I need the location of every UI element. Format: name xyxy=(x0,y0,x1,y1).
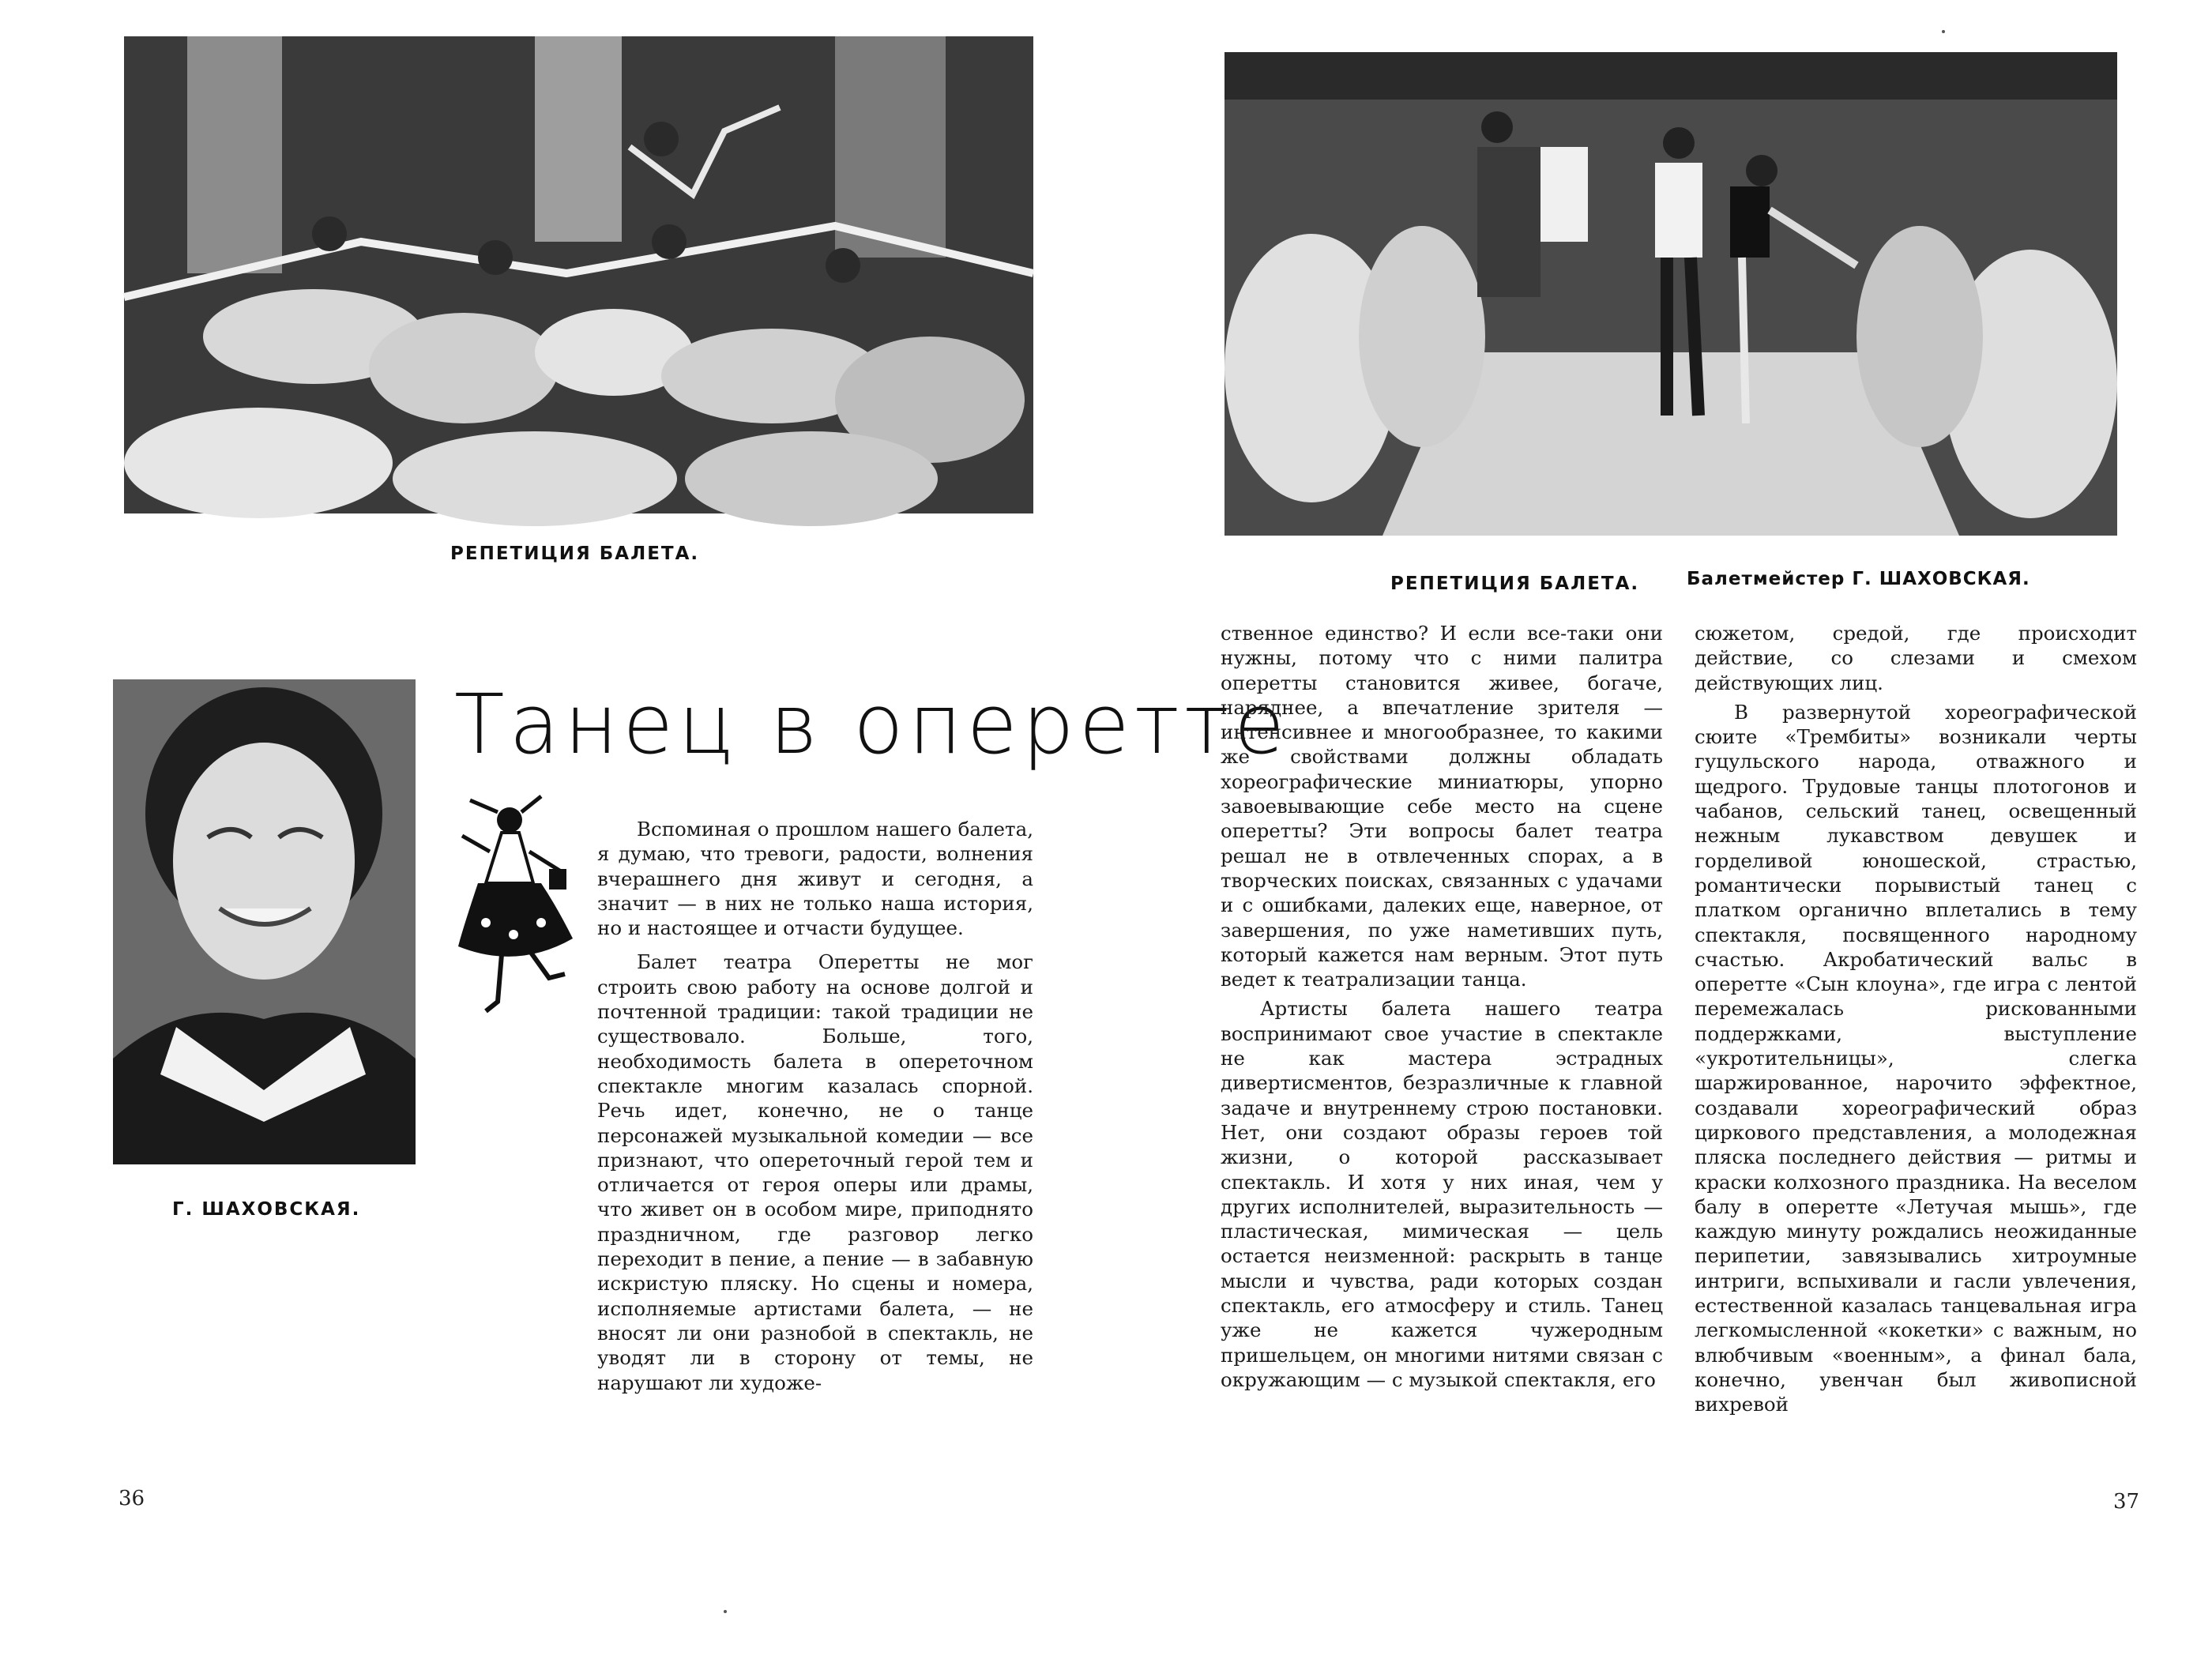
print-speck xyxy=(1942,30,1945,33)
paragraph: Вспоминая о прошлом нашего балета, я думаю, что тревоги, радости, волнения вчерашнего дня живут и сегодня, а значит — в них не только наша история, но и настоящее и отчасти будущее. xyxy=(597,818,1033,940)
paragraph: В развернутой хореографической сюите «Трембиты» возникали черты гуцульского народа, отважного и щедрого. Трудовые танцы плотогонов и чабанов, сельский танец, освещенный нежным лукавством девушек и горделивой юношеской, страстью, романтически порывистый танец с платком органично вплетались в тему спектакля, посвященного народному счастью. Акробатический вальс в оперетте «Сын клоуна», где игра с лентой перемежалась рискованными поддержками, выступление «укротительницы», слегка шаржированное, нарочито эффектное, создавали хореографический образ циркового представления, а молодежная пляска последнего действия — ритмы и краски колхозного праздника. На веселом балу в оперетте «Летучая мышь», где каждую минуту рождались неожиданные перипетии, завязывались хитроумные интриги, вспыхивали и гасли увлечения, естественной казалась танцевальная игра легкомысленной «кокетки» с важным, но влюбчивым «военным», а финал бала, конечно, увенчан был живописной вихревой xyxy=(1695,700,2137,1416)
left-photo-caption: РЕПЕТИЦИЯ БАЛЕТА. xyxy=(450,544,700,564)
article-title xyxy=(454,660,1289,778)
article-title-text: Танец в оперетте xyxy=(454,676,1289,773)
print-speck xyxy=(724,1610,727,1613)
ballet-master-caption: Балетмейстер Г. ШАХОВСКАЯ. xyxy=(1687,569,2030,589)
rehearsal-photo-left xyxy=(124,36,1033,513)
portrait-caption: Г. ШАХОВСКАЯ. xyxy=(172,1199,361,1220)
paragraph: сюжетом, средой, где происходит действие, со слезами и смехом действующих лиц. xyxy=(1695,622,2137,694)
paragraph: ственное единство? И если все-таки они нужны, потому что с ними палитра оперетты становится живее, богаче, наряднее, а впечатление зрителя — интенсивнее и многообразнее, то какими же свойствами должны обладать хореографические миниатюры, упорно завоевывающие себе место на сцене оперетты? Эти вопросы балет театра решал не в отвлеченных спорах, а в творческих поисках, связанных с удачами и с ошибками, далеких еще, наверное, от завершения, по уже наметивших путь, который кажется нам верным. Этот путь ведет к театрализации танца. xyxy=(1221,622,1663,991)
right-photo-caption: РЕПЕТИЦИЯ БАЛЕТА. xyxy=(1390,574,1640,594)
dancer-drawing xyxy=(454,796,581,1017)
paragraph: Артисты балета нашего театра воспринимают свое участие в спектакле не как мастера эстрадных дивертисментов, безразличные к главной задаче и внутреннему строю постановки. Нет, они создают образы героев той жизни, о которой рассказывает спектакль. И хотя у них иная, чем у других исполнителей, выразительность — пластическая, мимическая — цель остается неизменной: раскрыть в танце мысли и чувства, ради которых создан спектакль, его атмосферу и стиль. Танец уже не кажется чужеродным пришельцем, он многими нитями связан с окружающим — с музыкой спектакля, его xyxy=(1221,997,1663,1391)
article-column-2 xyxy=(1221,621,1663,1392)
paragraph: Балет театра Оперетты не мог строить свою работу на основе долгой и почтенной традиции: такой традиции не существовало. Больше, того, необходимость балета в опереточном спектакле многим казалась спорной. Речь идет, конечно, не о танце персонажей музыкальной комедии — все признают, что опереточный герой тем и отличается от героя оперы или драмы, что живет он в особом мире, приподнято праздничном, где разговор легко переходит в пение, а пение — в забавную искристую пляску. Но сцены и номера, исполняемые артистами балета, — не вносят ли они разнобой в спектакль, не уводят ли в сторону от темы, не нарушают ли художе- xyxy=(597,950,1033,1394)
page-number-right: 37 xyxy=(2113,1490,2140,1514)
rehearsal-photo-right xyxy=(1224,52,2117,536)
page-number-left: 36 xyxy=(118,1487,145,1510)
article-column-3 xyxy=(1695,621,2137,1417)
article-column-1 xyxy=(597,817,1033,1395)
portrait-photo xyxy=(113,679,416,1164)
